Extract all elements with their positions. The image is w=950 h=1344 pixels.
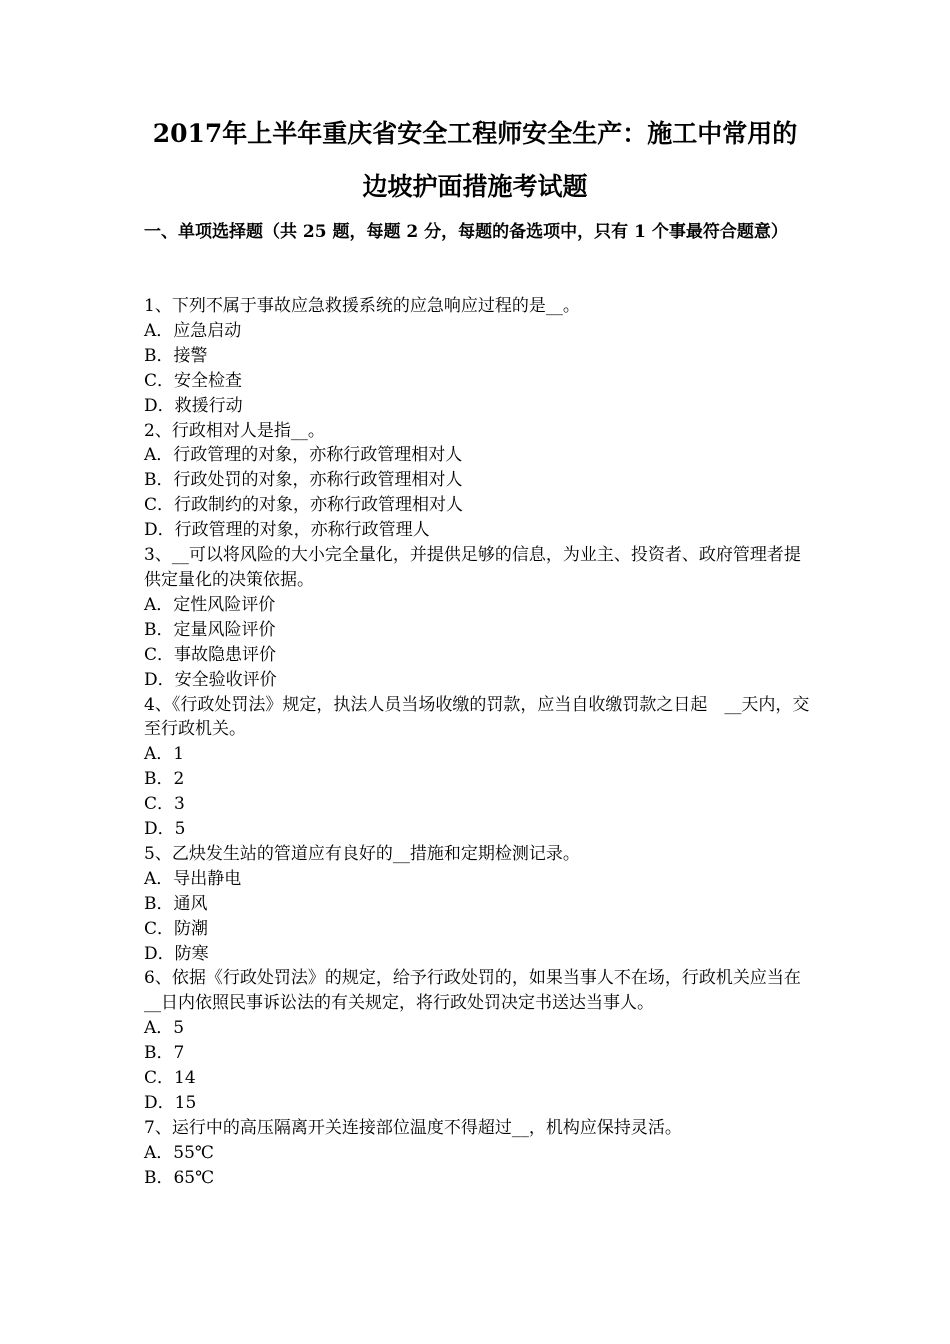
answer-option: C．3 [144,794,185,815]
section-heading: 一、单项选择题（共 25 题，每题 2 分，每题的备选项中，只有 1 个事最符合题意） [144,222,788,242]
answer-option: B．7 [144,1043,185,1064]
answer-option: A．导出静电 [144,868,242,889]
question-stem: 7、运行中的高压隔离开关连接部位温度不得超过__，机构应保持灵活。 [144,1117,682,1138]
answer-option: C．14 [144,1068,196,1089]
answer-option: B．定量风险评价 [144,619,276,640]
answer-option: A．应急启动 [144,320,242,341]
question-stem: 2、行政相对人是指__。 [144,420,325,441]
answer-option: D．15 [144,1093,197,1113]
answer-option: D．行政管理的对象，亦称行政管理人 [144,520,430,541]
answer-option: D．安全验收评价 [144,669,277,690]
answer-option: B．65℃ [144,1167,215,1188]
answer-option: C．事故隐患评价 [144,644,277,665]
answer-option: C．防潮 [144,918,209,939]
answer-option: A．1 [144,744,185,765]
question-stem: 6、依据《行政处罚法》的规定，给予行政处罚的，如果当事人不在场，行政机关应当在__日内依照民事诉讼法的有关规定，将行政处罚决定书送达当事人。 [144,968,801,1014]
question-stem: 4、《行政处罚法》规定，执法人员当场收缴的罚款，应当自收缴罚款之日起 __天内，交至行政机关。 [144,694,810,740]
document-title-line-2: 边坡护面措施考试题 [362,172,588,201]
answer-option: A．55℃ [144,1142,214,1163]
answer-option: B．2 [144,769,185,790]
answer-option: A．定性风险评价 [144,594,276,615]
answer-option: C．安全检查 [144,370,243,391]
answer-option: A．5 [144,1018,185,1039]
document-title-line-1: 2017年上半年重庆省安全工程师安全生产：施工中常用的 [152,119,798,148]
question-stem: 1、下列不属于事故应急救援系统的应急响应过程的是__。 [144,296,580,316]
answer-option: C．行政制约的对象，亦称行政管理相对人 [144,495,464,516]
answer-option: D．5 [144,819,186,840]
question-list [144,294,810,1191]
answer-option: A．行政管理的对象，亦称行政管理相对人 [144,445,463,466]
answer-option: B．行政处罚的对象，亦称行政管理相对人 [144,470,463,491]
question-stem: 5、乙炔发生站的管道应有良好的__措施和定期检测记录。 [144,843,580,864]
answer-option: B．接警 [144,345,208,366]
answer-option: B．通风 [144,893,208,914]
answer-option: D．救援行动 [144,395,243,416]
answer-option: D．防寒 [144,943,209,964]
question-stem: 3、__可以将风险的大小完全量化，并提供足够的信息，为业主、投资者、政府管理者提供定量化的决策依据。 [144,545,801,590]
